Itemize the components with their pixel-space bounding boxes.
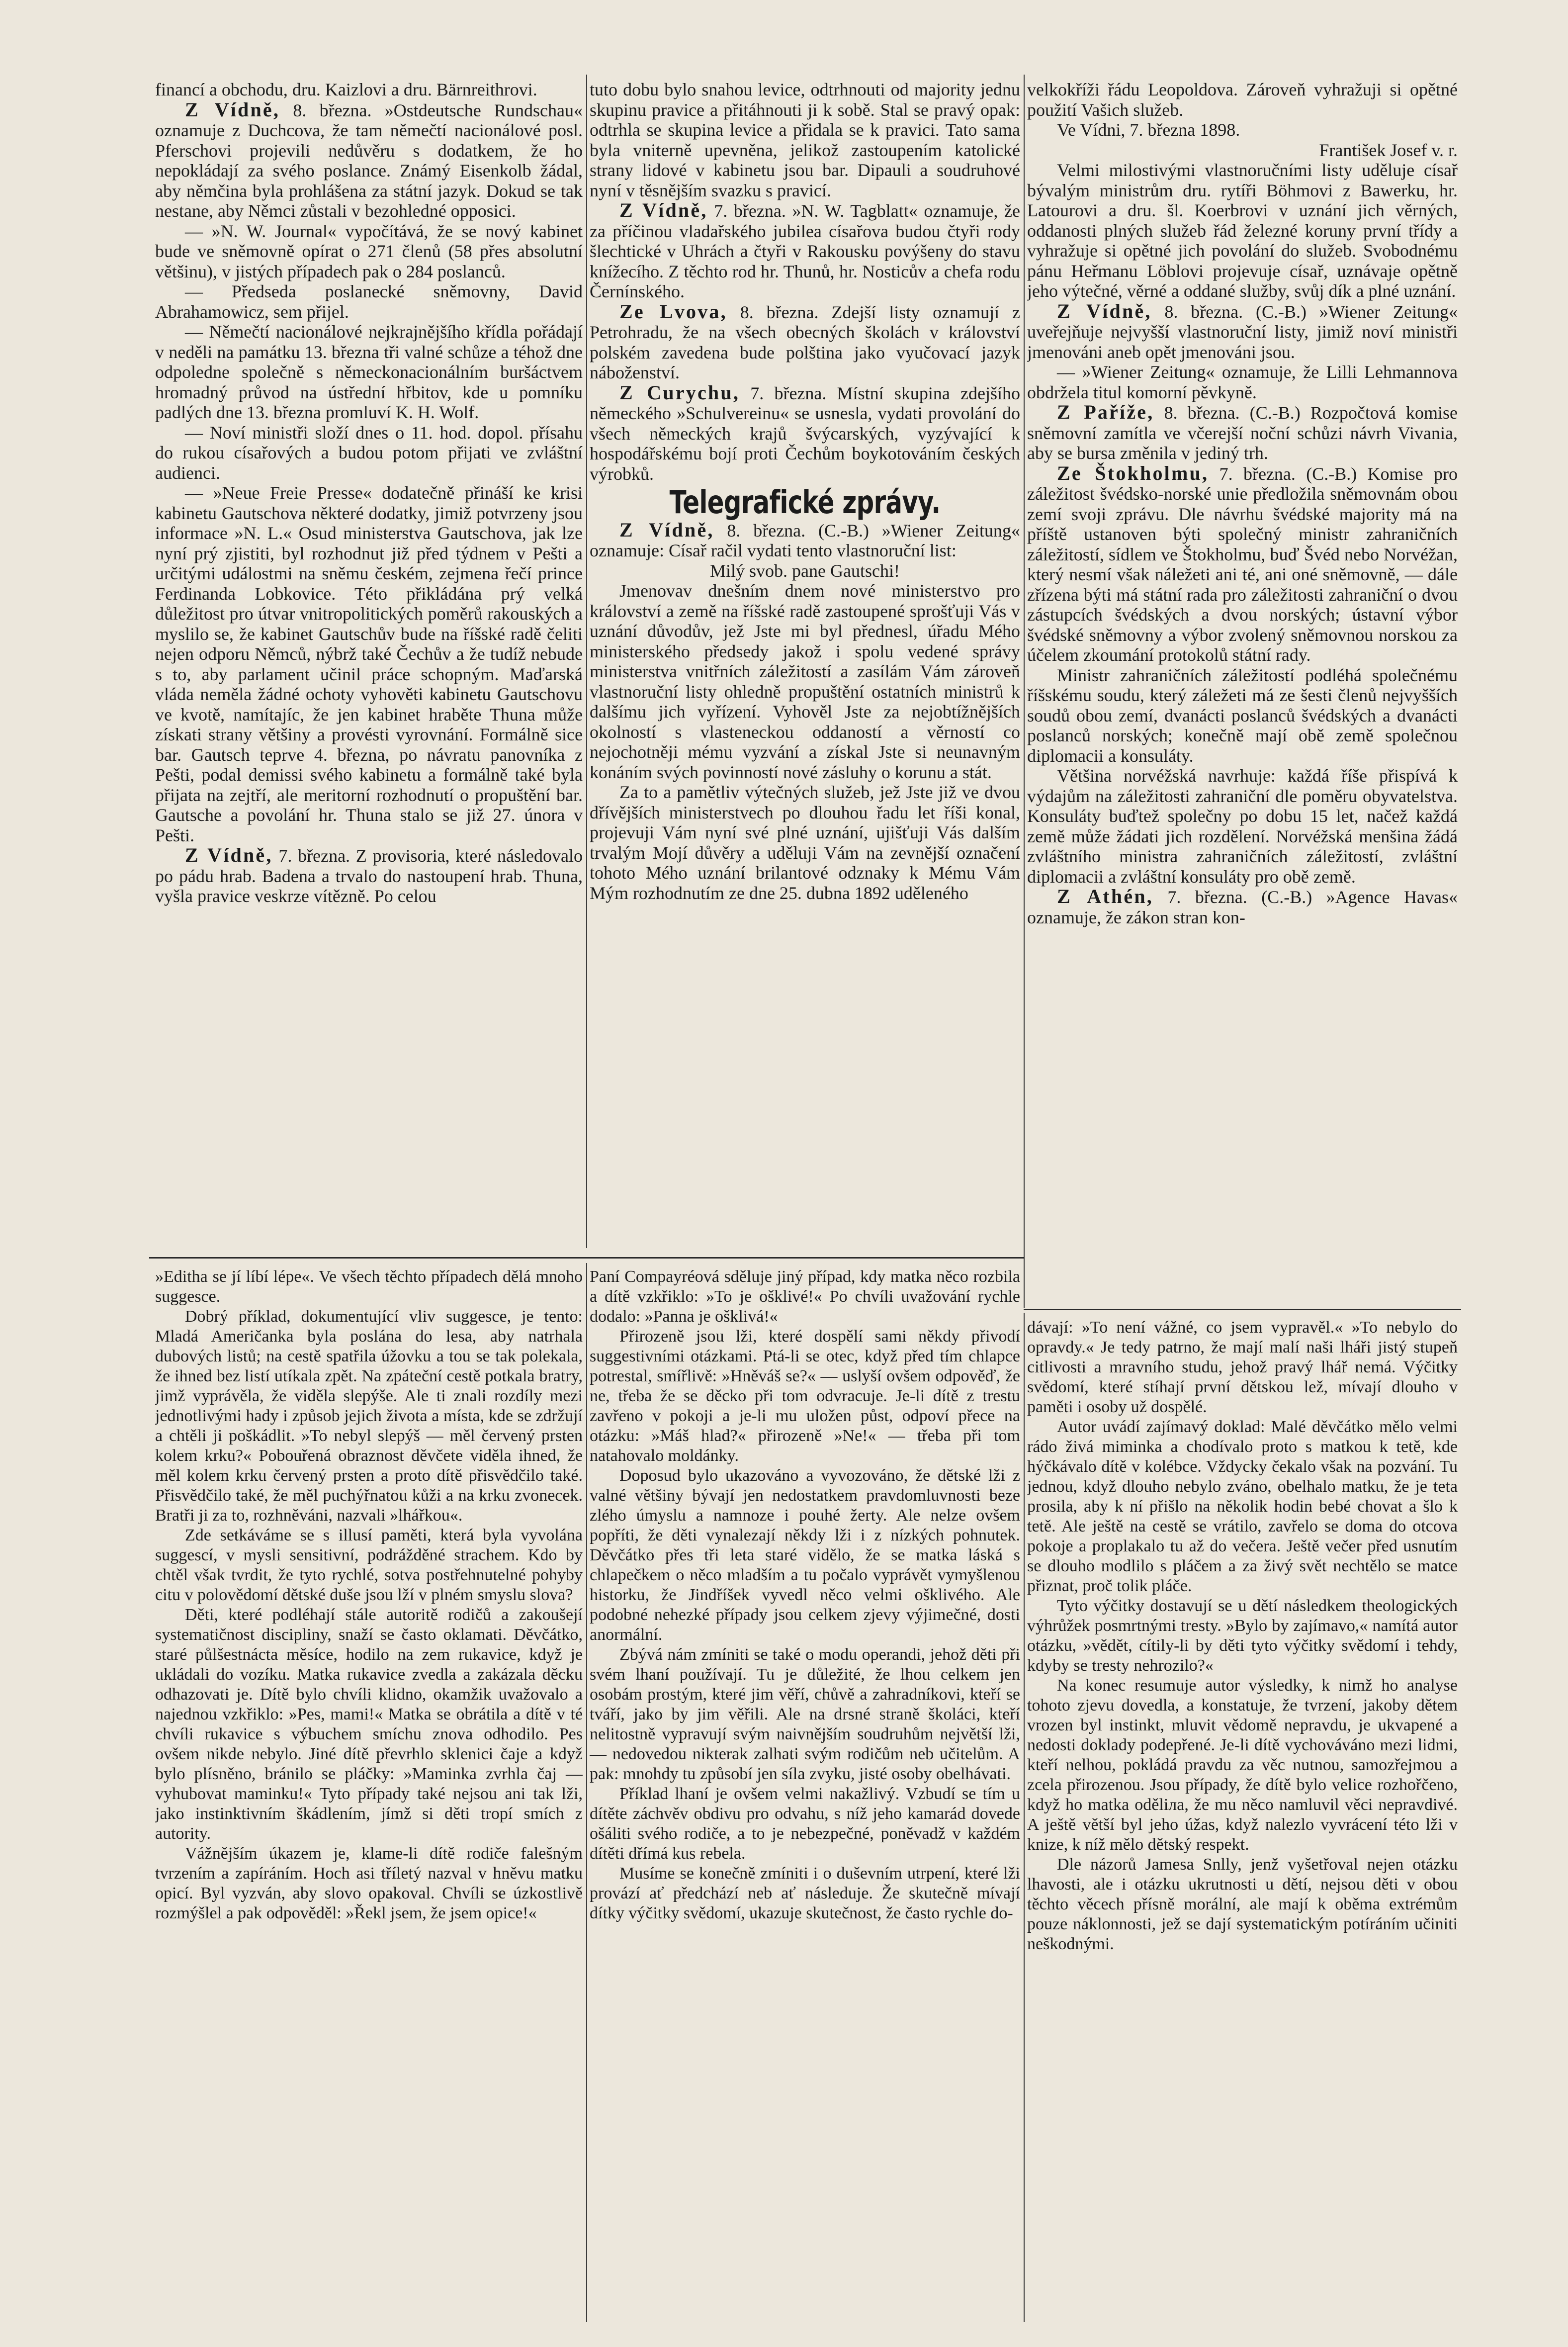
paragraph bbox=[155, 423, 583, 483]
paragraph-text: Paní Compayréová sděluje jiný případ, kdy matka něco rozbila a dítě vzkřiklo: »To je ošklivé!« Po chvíli uvažování rychle dodalo: »Panna je ošklivá!« bbox=[590, 1267, 1020, 1326]
paragraph bbox=[1027, 120, 1458, 140]
paragraph bbox=[1027, 301, 1458, 362]
paragraph bbox=[155, 1267, 583, 1307]
paragraph-text: Zbývá nám zmíniti se také o modu operandi, jehož děti při svém lhaní používají. Tu je důležité, že lhou celkem jen osobám prostým, které jim věří, chůvě a zahradníkovi, kteří se tváří, jako by jim věřili. Ale na drsné straně školáci, kteří nelitostně vypravují svým naivnějším soudruhům největší lži, — nedovedou nikterak zalhati svým rodičům neb učitelům. A pak: mnohdy tu způsobí jen síla zvyku, jisté osoby obelhávati. bbox=[590, 1645, 1020, 1783]
paragraph-text: 8. března. Zdejší listy oznamují z Petrohradu, že na všech obecných školách v království polském zavedena bude polština jako vyučovací jazyk náboženství. bbox=[590, 302, 1020, 382]
news-column-3 bbox=[1027, 80, 1458, 1308]
dateline: Z Curychu, bbox=[619, 381, 740, 404]
dateline: Z Paříže, bbox=[1057, 401, 1154, 423]
dateline: Ze Lvova, bbox=[619, 300, 727, 323]
paragraph bbox=[155, 1605, 583, 1844]
feuilleton-column-3 bbox=[1027, 1318, 1458, 2321]
paragraph-text: Doposud bylo ukazováno a vyvozováno, že dětské lži z valné většiny bývají jen nedostatkem pravdomluvnosti beze zlého úmyslu a namnoze i pouhé žerty. Ale nelze ovšem popříti, že děti vynalezají někdy lži i z nízkých pohnutek. Děvčátko přes tři leta staré vidělo, že se matka láská s chlapečkem o něco mladším a tu počalo vyprávět vymyšlenou historku, že Jindříšek vyvedl něco velmi ošklivého. Ale podobné nehezké případy jsou celkem zjevy výjimečné, dosti anormální. bbox=[590, 1466, 1020, 1644]
column-rule bbox=[1024, 75, 1025, 1308]
paragraph-text: 8. března. (C.-B.) Rozpočtová komise sněmovní zamítla ve včerejší noční schůzi návrh Vivania, aby se bursa změnila v jediný trh. bbox=[1027, 403, 1458, 463]
paragraph bbox=[590, 1466, 1020, 1645]
dateline: Z Vídně, bbox=[185, 844, 273, 866]
news-column-2 bbox=[590, 80, 1020, 1248]
paragraph bbox=[155, 322, 583, 423]
paragraph bbox=[590, 302, 1020, 383]
dateline: Z Vídně, bbox=[619, 199, 708, 221]
paragraph-text: »Editha se jí líbí lépe«. Ve všech těchto případech dělá mnoho suggesce. bbox=[155, 1267, 583, 1306]
paragraph bbox=[1027, 463, 1458, 665]
column-rule bbox=[586, 75, 587, 1248]
paragraph-text: Jmenovav dnešním dnem nové ministerstvo pro království a země na říšské radě zastoupené sprošťuji Vás v uznání důvodův, jež Jste mi byl přednesl, úřadu Mého ministerského předsedy jakož i spolu vedené správy ministerstva vnitřních záležitostí a zasílám Vám zároveň vlastnoruční listy ohledně propuštění ostatních ministrů k dalšímu jich vyřízení. Vyhověl Jste za nejobtížnějších okolností s vlasteneckou oddaností a věrností co nejochotněji mému vyzvání a získal Jste si neunavným konáním svých povinností nové zásluhy o korunu a stát. bbox=[590, 581, 1020, 782]
paragraph-text: — »N. W. Journal« vypočítává, že se nový kabinet bude ve sněmovně opírat o 271 členů (58 přes absolutní většinu), v jistých případech pak o 284 poslanců. bbox=[155, 221, 583, 281]
paragraph-text: Zde setkáváme se s illusí paměti, která byla vyvolána suggescí, v mysli sensitivní, podrážděné strachem. Kdo by chtěl však tvrdit, že tyto rychlé, sotva postřehnutelné pohyby citu v polovědomí dětské duše jsou lží v plném smyslu slova? bbox=[155, 1526, 583, 1604]
paragraph-text: 8. března. (C.-B.) »Wiener Zeitung« oznamuje: Císař račil vydati tento vlastnoruční list: bbox=[590, 520, 1020, 560]
paragraph-text: Na konec resumuje autor výsledky, k nimž ho analyse tohoto zjevu dovedla, a konstatuje, že tvrzení, jakoby dětem vrozen byl instinkt, mluvit vědomě nepravdu, je ukvapené a nedosti doklady podepřené. Je-li dítě vychováváno mezi lidmi, kteří nelhou, pokládá pravdu za věc nutnou, samozřejmou a zcela přirozenou. Jsou případy, že dítě bylo velice rozhořčeno, když ho matka oděliла, že mu něco namluvil věci nepravdivé. A ještě větší byl jeho úžas, když nalezlo vyvrácení této lži v knize, k níž mělo dětský respekt. bbox=[1027, 1676, 1458, 1854]
paragraph bbox=[590, 1327, 1020, 1466]
paragraph-text: Ve Vídni, 7. března 1898. bbox=[1057, 120, 1240, 140]
paragraph-text: 7. března. (C.-B.) »Agence Havas« oznamuje, že zákon stran kon- bbox=[1027, 887, 1458, 927]
paragraph-text: Autor uvádí zajímavý doklad: Malé děvčátko mělo velmi rádo živá miminka a chodívalo proto s matkou k tetě, kde hýčkávalo dítě v kolébce. Vždycky čekalo však na pozvání. Tu jednou, když dlouho nebylo zváno, obelhalo matku, že je teta prosila, aby k ní přišlo na několik hodin bebé chovat a šlo k tetě. Ale ještě na cestě se vrátilo, zavřelo se doma do otcova pokoje a proplakalo tu až do večera. Ještě večer před usnutím se dlouho modlilo s pláčem a za živý svět nechtělo se matce přiznat, proč tolik pláče. bbox=[1027, 1418, 1458, 1595]
paragraph-text: 7. března. Místní skupina zdejšího německého »Schulvereinu« se usnesla, vydati provolání do všech německých krajů švýcarských, vyzývající k hospodářskému bojí proti Čechům boykotováním českých výrobků. bbox=[590, 383, 1020, 484]
paragraph-text: Milý svob. pane Gautschi! bbox=[710, 560, 900, 581]
paragraph bbox=[590, 80, 1020, 200]
paragraph bbox=[1027, 1676, 1458, 1855]
paragraph bbox=[590, 581, 1020, 782]
section-divider bbox=[1024, 1309, 1461, 1310]
paragraph-text: tuto dobu bylo snahou levice, odtrhnouti od majority jednu skupinu pravice a přitáhnouti ji k sobě. Stal se pravý opak: odtrhla se skupina levice a přidala se k pravici. Tato sama byla vniterně upevněna, jelikož zastoupením katolické strany lidové v kabinetu jsou bar. Dipauli a soudruhové nyní v těsnějším svazku s pravicí. bbox=[590, 80, 1020, 200]
paragraph-text: — Noví ministři složí dnes o 11. hod. dopol. přísahu do rukou císařových a budou potom přijati ve zvláštní audienci. bbox=[155, 422, 583, 483]
paragraph-text: Dle názorů Jamesa Snlly, jenž vyšetřoval nejen otázku lhavosti, ale i otázku ukrutnosti u dětí, nejsou děti v obou těchto věcech přísně morální, ale mají k oběma extrémům pouze náklonnosti, jež se dají systematickým potíráním učiniti neškodnými. bbox=[1027, 1855, 1458, 1953]
paragraph-text: Za to a pamětliv výtečných služeb, jež Jste již ve dvou dřívějších ministerstvech po dlouhou řadu let říši konal, projevuji Vám nyní své plné uznání, ujišťuji Vás dalším trvalým Mojí důvěry a uděluji Vám na zevnější označení tohoto Mého uznání brilantové odznaky k Mému Vám Mým rozhodnutím ze dne 25. dubna 1892 uděleného bbox=[590, 782, 1020, 903]
paragraph-text: velkokříži řádu Leopoldova. Zároveň vyhražuji si opětné použití Vašich služeb. bbox=[1027, 80, 1458, 120]
paragraph-text: dávají: »To není vážné, co jsem vypravěl.« »To nebylo do opravdy.« Je tedy patrno, že mají malí naši lháři jistý stupeň citlivosti a mravního studu, jehož pravý lhář nemá. Výčitky svědomí, které stíhají první dětskou lež, mívají dlouho v paměti i osoby už dospělé. bbox=[1027, 1318, 1458, 1416]
paragraph bbox=[155, 1307, 583, 1526]
paragraph-text: Tyto výčitky dostavují se u dětí následkem theologických výhrůžek posmrtnými tresty. »Bylo by zajímavo,« namítá autor otázku, »vědět, cítily-li by děti tyto výčitky svědomí i tehdy, kdyby se tresty nehrozilo?« bbox=[1027, 1597, 1458, 1675]
section-divider bbox=[149, 1257, 1024, 1259]
paragraph-text: Děti, které podléhají stále autoritě rodičů a zakoušejí systematičnost discipliny, snaží se často oklamati. Děvčátko, staré půlšestnácta měsíce, hodilo na zem rukavice, když je ukládali do vozíku. Matka rukavice zvedla a zakázala děcku odhazovati je. Dítě bylo chvíli klidno, okamžik uvažovalo a najednou vzkřiklo: »Pes, mami!« Matka se obrátila a dítě v té chvíli rukavice s výbuchem smíchu znova odhodilo. Pes ovšem nikde nebylo. Jiné dítě převrhlo sklenici čaje a když bylo plísněno, bránilo se pláčky: »Maminka zvrhla čaj — vyhubovat maminku!« Tyto případy také nejsou ani tak lži, jako instinktivním škádlením, jímž si děti tropí smích z autority. bbox=[155, 1606, 583, 1843]
paragraph bbox=[590, 782, 1020, 903]
paragraph bbox=[155, 100, 583, 221]
paragraph bbox=[590, 1864, 1020, 1923]
paragraph bbox=[155, 80, 583, 100]
paragraph bbox=[1027, 80, 1458, 120]
paragraph bbox=[1027, 1596, 1458, 1676]
feuilleton-column-1 bbox=[155, 1267, 583, 2321]
paragraph bbox=[155, 281, 583, 322]
paragraph bbox=[590, 561, 1020, 581]
paragraph bbox=[155, 845, 583, 906]
paragraph bbox=[590, 200, 1020, 302]
paragraph-text: financí a obchodu, dru. Kaizlovi a dru. Bärnreithrovi. bbox=[155, 80, 537, 99]
paragraph bbox=[590, 520, 1020, 561]
paragraph-text: — Předseda poslanecké sněmovny, David Abrahamowicz, sem přijel. bbox=[155, 281, 583, 322]
paragraph bbox=[1027, 362, 1458, 402]
paragraph bbox=[1027, 1417, 1458, 1596]
paragraph-text: 8. března. (C.-B.) »Wiener Zeitung« uveřejňuje nejvyšší vlastnoruční listy, jimiž noví ministři jmenováni aneb opět jmenováni jsou. bbox=[1027, 301, 1458, 362]
paragraph bbox=[155, 221, 583, 282]
paragraph-text: Dobrý příklad, dokumentující vliv suggesce, je tento: Mladá Američanka byla poslána do lesa, aby natrhala dubových listů; na cestě spatřila úžovku a tou se tak polekala, že ihned bez listí utíkala zpět. Na zpáteční cestě potkala bratry, jimž vyprávěla, že viděla slepýše. Ale ti znali rozdíly mezi jednotlivými hady i způsob jejich života a místa, kde se zdržují a chtěli ji poškádlit. »To nebyl slepýš — měl červený prsten kolem krku?« Pobouřená obraznost děvčete viděla ihned, že měl kolem krku červený prsten a proto dítě přisvědčilo také. Přisvědčilo také, že měl puchýřnatou kůži a na krku zvonecek. Bratři ji za to, rozhněváni, nazvali »lhářkou«. bbox=[155, 1307, 583, 1525]
paragraph bbox=[155, 1526, 583, 1605]
paragraph-text: Vážnějším úkazem je, klame-li dítě rodiče falešným tvrzením a zapíráním. Hoch asi tříletý nazval v hněvu matku opicí. Byl vyzván, aby slovo opakoval. Chvíli se úzkostlivě rozmýšlel a pak odpověděl: »Řekl jsem, že jsem opice!« bbox=[155, 1844, 583, 1922]
paragraph-text: Většina norvéžská navrhuje: každá říše přispívá k výdajům na záležitosti zahraniční dle poměru obyvatelstva. Konsuláty buďtež společny po dobu 15 let, načež každá země může žádati jich rozdělení. Norvéžská menšina žádá zvláštního ministra zahraničních záležitostí, zvláštní diplomacii a zvláštní konsuláty pro obě země. bbox=[1027, 766, 1458, 887]
paragraph bbox=[1027, 887, 1458, 927]
column-rule bbox=[1024, 1313, 1025, 2322]
feuilleton-column-2 bbox=[590, 1267, 1020, 2321]
paragraph bbox=[1027, 766, 1458, 887]
paragraph bbox=[1027, 665, 1458, 766]
paragraph-text: 7. března. (C.-B.) Komise pro záležitost švédsko-norské unie předložila sněmovnám obou zemí svoji zprávu. Dle návrhu švédské majority má na příště ustanoven býti společný ministr zahraničních záležitostí, sídlem ve Štokholmu, buď Švéd nebo Norvéžan, který nesmí však náležeti ani té, ani oné sněmovně, — dále zřízena býti má státní rada pro záležitosti zahraniční o dvou zástupcích švédských a dvou norských; ústavní výbor švédské sněmovny a výbor zvolený sněmovnou norskou za účelem zkoumání protokolů státní rady. bbox=[1027, 463, 1458, 665]
dateline: Z Vídně, bbox=[185, 98, 280, 121]
paragraph bbox=[590, 1784, 1020, 1864]
news-column-1 bbox=[155, 80, 583, 1248]
dateline: Z Vídně, bbox=[1057, 299, 1152, 322]
paragraph-text: — »Wiener Zeitung« oznamuje, že Lilli Lehmannova obdržela titul komorní pěvkyně. bbox=[1027, 362, 1458, 402]
column-rule bbox=[586, 1263, 587, 2322]
paragraph bbox=[155, 1844, 583, 1923]
paragraph-text: Velmi milostivými vlastnoručními listy uděluje císař bývalým ministrům dru. rytíři Böhmovi z Bawerku, hr. Latourovi a dru. šl. Koerbrovi v uznání jich věrných, oddanosti plných služeb řád železné koruny první třídy a vyhražuje si opětné jich povolání do služeb. Svobodnému pánu Heřmanu Löblovi projevuje císař, uznávaje opětně jeho výtečné, věrné a oddané služby, svůj dík a plné uznání. bbox=[1027, 160, 1458, 301]
paragraph-text: Příklad lhaní je ovšem velmi nakažlivý. Vzbudí se tím u dítěte záchvěv obdivu pro odvahu, s níž jeho kamarád dovede ošáliti svého rodiče, a to je nebezpečné, poněvadž v každém dítěti dřímá kus rebela. bbox=[590, 1785, 1020, 1863]
paragraph bbox=[1027, 1855, 1458, 1954]
paragraph-text: 8. března. »Ostdeutsche Rundschau« oznamuje z Duchcova, že tam němečtí nacionálové posl. Pferschovi projevili nedůvěru s dodatkem, že ho nepokládají za svého poslance. Známý Eisenkolb žádal, aby němčina byla prohlášena za státní jazyk. Dokud se tak nestane, aby Němci zůstali v bezohledné opposici. bbox=[155, 100, 583, 221]
paragraph-text: Ministr zahraničních záležitostí podléhá společnému říšskému soudu, který záležeti má ze šesti členů nejvyšších soudů obou zemí, dvanácti poslanců švédských a dvanácti poslanců norských; konečně mají obě země společnou diplomacii a konsuláty. bbox=[1027, 665, 1458, 766]
section-heading: Telegrafické zprávy. bbox=[669, 484, 941, 521]
dateline: Ze Štokholmu, bbox=[1057, 461, 1209, 484]
news-column-2-top bbox=[590, 80, 1020, 484]
paragraph bbox=[1027, 140, 1458, 161]
dateline: Z Athén, bbox=[1057, 885, 1153, 907]
paragraph bbox=[1027, 1318, 1458, 1417]
paragraph-text: Musíme se konečně zmíniti i o duševním utrpení, které lži provází ať předchází neb ať následuje. Že skutečně mívají dítky výčitky svědomí, ukazuje skutečnost, že často rychle do- bbox=[590, 1864, 1020, 1922]
paragraph bbox=[590, 1267, 1020, 1327]
paragraph bbox=[1027, 402, 1458, 463]
paragraph bbox=[590, 383, 1020, 484]
dateline: Z Vídně, bbox=[619, 518, 714, 541]
news-column-2-telegraph bbox=[590, 520, 1020, 903]
paragraph-text: — »Neue Freie Presse« dodatečně přináší ke krisi kabinetu Gautschova některé dodatky, jimiž potvrzeny jsou informace »N. L.« Osud ministerstva Gautschova, jak lze nyní prý zjistiti, byl rozhodnut již před týdnem v Pešti a určitými událostmi na sněmu českém, zejmena řečí prince Ferdinanda Lobkovice. Této přikládána prý velká důležitost pro útvar vnitropolitických poměrů rakouských a myslilo se, že kabinet Gautschův bude na říšské radě čeliti nejen odporu Němců, nýbrž také Čechův a že tudíž nebude s to, aby parlament učinil práce schopným. Maďarská vláda neměla žádné ochoty vyhověti kabinetu Gautschovu ve kvotě, namítajíc, že jen kabinet hraběte Thuna může získati strany většiny a provésti vyrovnání. Formálně sice bar. Gautsch teprve 4. března, po návratu panovníka z Pešti, podal demissi svého kabinetu a formálně také byla přijata na zejtří, ale meritorní rozhodnutí o propuštění bar. Gautsche a povolání hr. Thuna stalo se již 27. února v Pešti. bbox=[155, 483, 583, 845]
paragraph-text: 7. března. »N. W. Tagblatt« oznamuje, že za příčinou vladařského jubilea císařova budou čtyři rody šlechtické v Uhrách a čtyři v Rakousku povýšeny do stavu knížecího. Z těchto rod hr. Thunů, hr. Nosticův a chefa rodu Černínského. bbox=[590, 201, 1020, 301]
paragraph-text: — Němečtí nacionálové nejkrajnějšího křídla pořádají v neděli na památku 13. března tři valné schůze a téhož dne odpoledne společně s německonacionálním buršáctvem hromadný průvod na ústřední hřbitov, kde u pomníku padlých dne 13. března promluví K. H. Wolf. bbox=[155, 322, 583, 422]
paragraph bbox=[155, 483, 583, 845]
paragraph-text: Přirozeně jsou lži, které dospělí sami někdy přivodí suggestivními otázkami. Ptá-li se otec, když před tím chlapce potrestal, smířlivě: »Hněváš se?« — uslyší ovšem odpověď, že ne, třeba že se děcko při tom odvracuje. Je-li dítě z trestu zavřeno v pokoji a je-li mu uložen půst, odpoví přece na otázku: »Máš hlad?« přirozeně »Ne!« — třeba při tom natahovalo moldánky. bbox=[590, 1327, 1020, 1465]
paragraph-text: 7. března. Z provisoria, které následovalo po pádu hrab. Badena a trvalo do nastoupení hrab. Thuna, vyšla pravice veskrze vítězně. Po celou bbox=[155, 846, 583, 906]
paragraph bbox=[590, 1645, 1020, 1784]
paragraph-text: František Josef v. r. bbox=[1319, 140, 1458, 160]
paragraph bbox=[1027, 160, 1458, 301]
